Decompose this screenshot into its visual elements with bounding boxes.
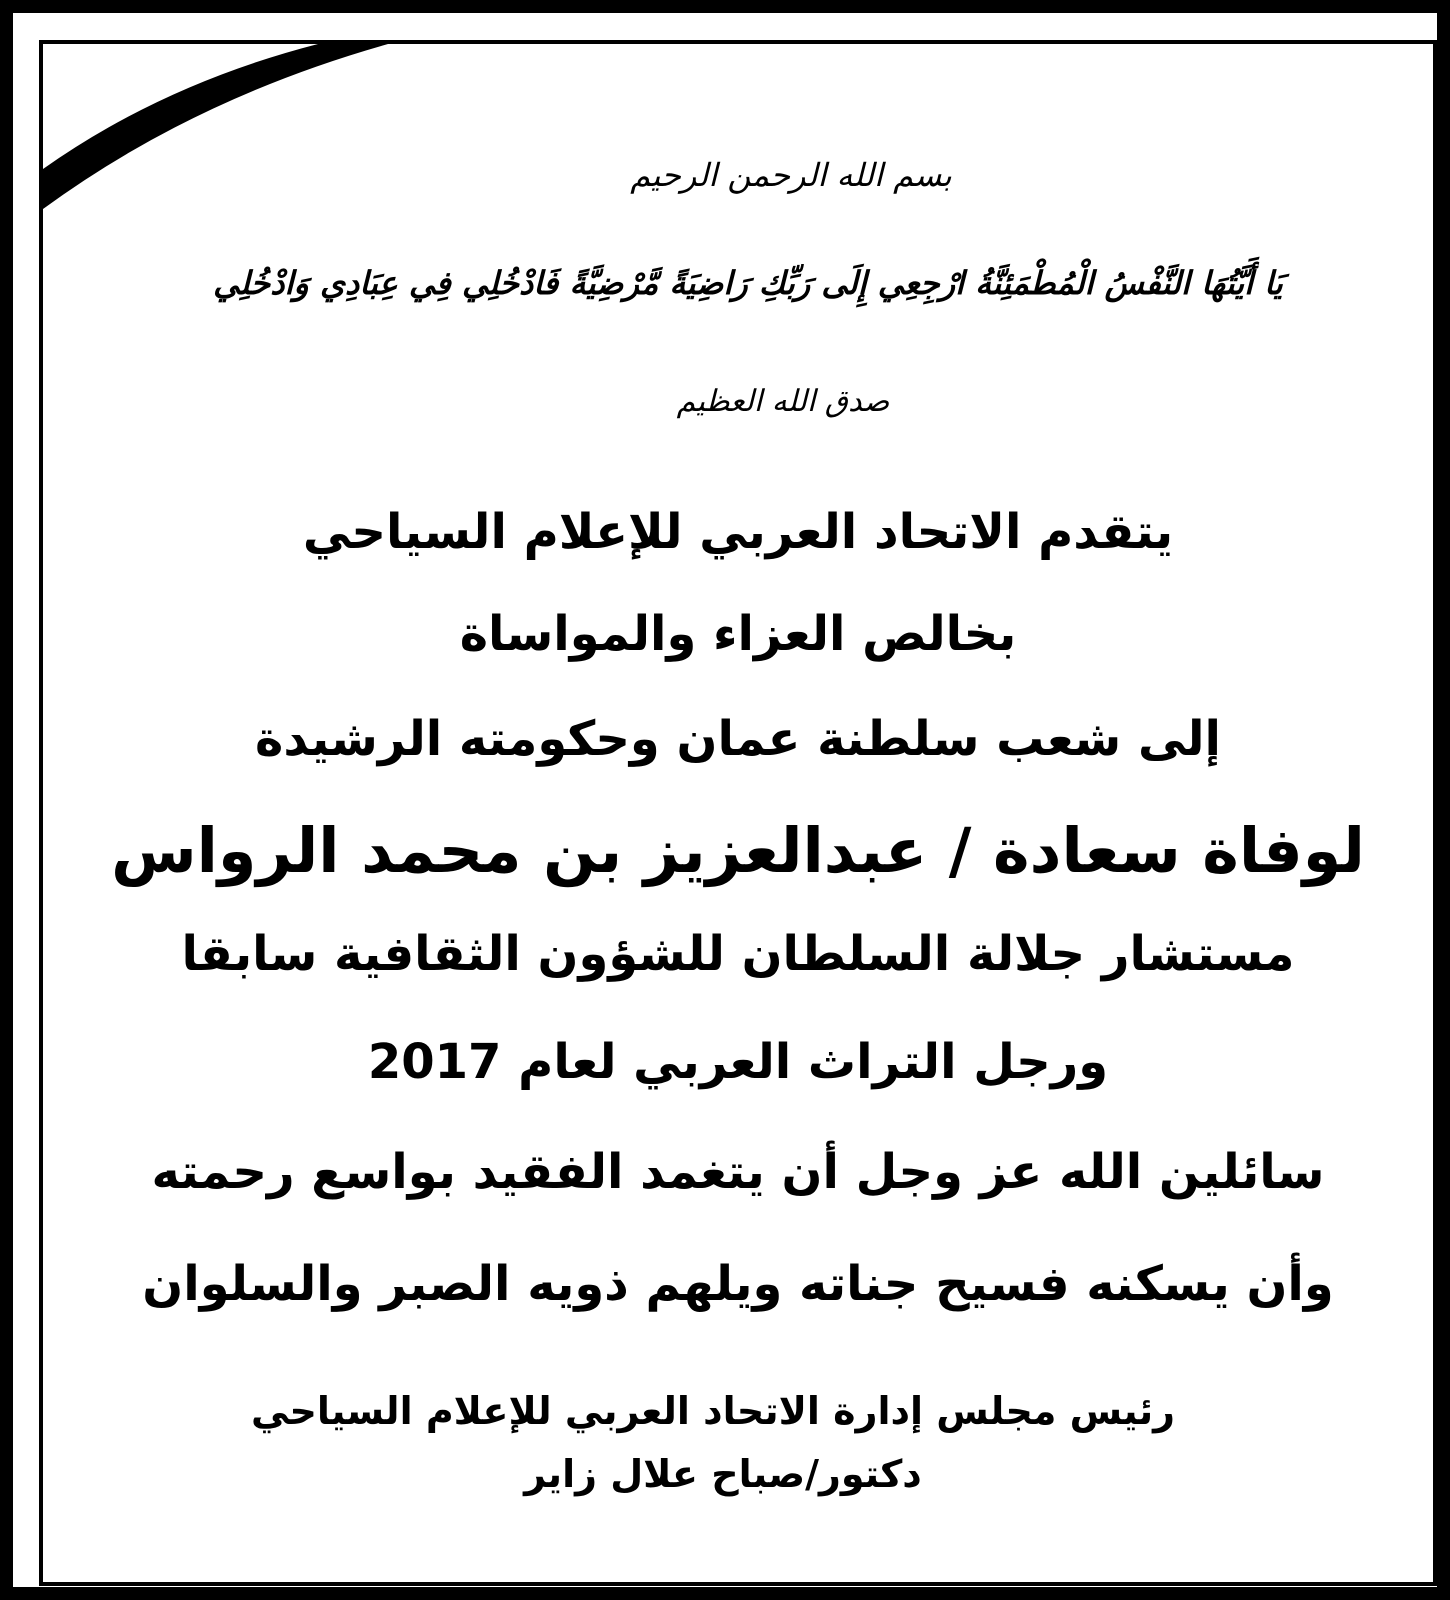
line-to-people-of-oman: إلى شعب سلطنة عمان وحكومته الرشيدة [255, 711, 1221, 767]
quran-verse: يَا أَيَّتُهَا النَّفْسُ الْمُطْمَئِنَّةُ ارْجِعِي إِلَى رَبِّكِ رَاضِيَةً مَّرْضِيَّةً فَادْخُلِي فِي عِبَادِي وَادْخُلِي [213, 264, 1283, 302]
sadaq-allah: صدق الله العظيم [676, 384, 890, 419]
line-prayer-mercy: سائلين الله عز وجل أن يتغمد الفقيد بواسع رحمته [151, 1144, 1325, 1200]
signature-name: دكتور/صباح علال زاير [524, 1452, 922, 1496]
line-union-offers: يتقدم الاتحاد العربي للإعلام السياحي [302, 504, 1174, 560]
line-prayer-paradise: وأن يسكنه فسيح جناته ويلهم ذويه الصبر والسلوان [142, 1256, 1334, 1312]
basmala: بسم الله الرحمن الرحيم [630, 156, 952, 194]
line-condolences: بخالص العزاء والمواساة [459, 606, 1017, 662]
line-deceased-name: لوفاة سعادة / عبدالعزيز بن محمد الرواس [111, 814, 1365, 887]
inner-frame [39, 40, 1437, 1586]
signature-title: رئيس مجلس إدارة الاتحاد العربي للإعلام السياحي [251, 1389, 1175, 1433]
line-advisor-title: مستشار جلالة السلطان للشؤون الثقافية سابقا [181, 926, 1295, 982]
line-heritage-man: ورجل التراث العربي لعام 2017 [367, 1034, 1109, 1090]
